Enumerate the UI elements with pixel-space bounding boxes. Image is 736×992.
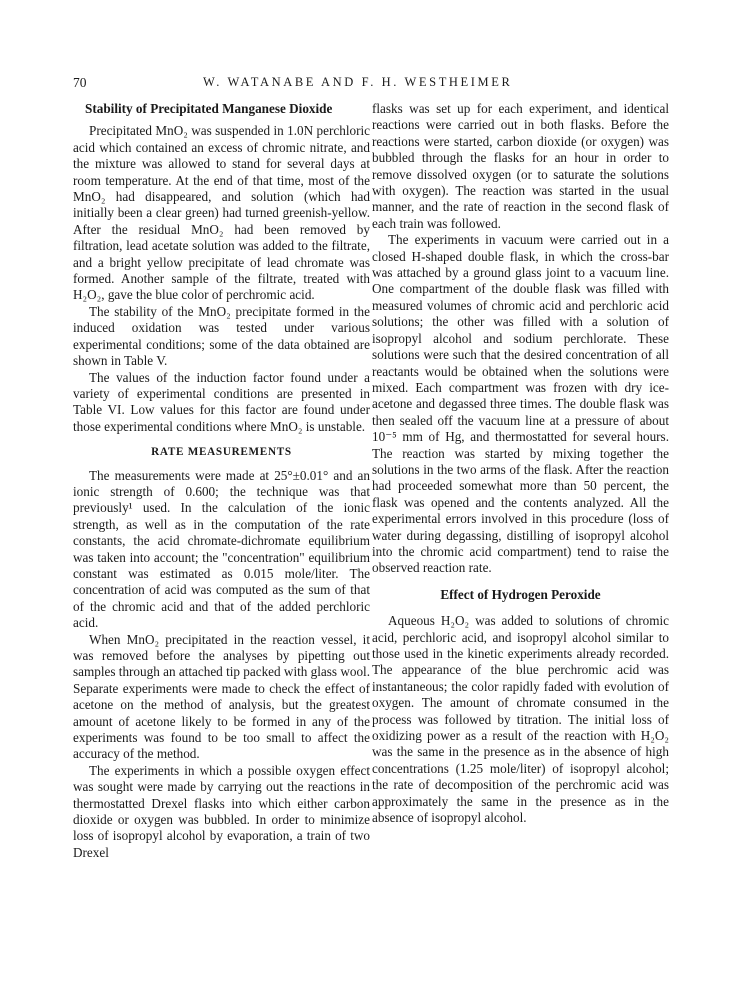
paragraph: The stability of the MnO₂ precipitate formed in the induced oxidation was tested under various experimental conditions; some of the data obtained are shown in Table V.	[73, 303, 370, 369]
left-column	[73, 101, 370, 861]
spacer	[372, 577, 669, 587]
right-column	[372, 101, 669, 826]
paragraph: Precipitated MnO₂ was suspended in 1.0N perchloric acid which contained an excess of chromic nitrate, and the mixture was allowed to stand for several days at room temperature. At the end of that time, most of the MnO₂ had disappeared, and solution (which had initially been a clear green) had turned greenish-yellow. After the residual MnO₂ had been removed by filtration, lead acetate solution was added to the filtrate, and a bright yellow precipitate of lead chromate was formed. Another sample of the filtrate, treated with H₂O₂, gave the blue color of perchromic acid.	[73, 123, 370, 303]
paragraph: The experiments in vacuum were carried out in a closed H-shaped double flask, in which the cross-bar was attached by a ground glass joint to a vacuum line. One compartment of the double flask was filled with measured volumes of chromic acid and perchloric acid solutions; the other was filled with a solution of isopropyl alcohol and sodium perchlorate. These solutions were such that the desired concentration of all reactants would be obtained when the solutions were mixed. Each compartment was frozen with dry ice-acetone and degassed three times. The double flask was then sealed off the vacuum line at a pressure of about 10⁻⁵ mm of Hg, and thermostatted for several hours. The reaction was started by mixing together the solutions in the two arms of the flask. After the reaction had proceeded somewhat more than 50 percent, the flask was opened and the contents analyzed. All the experimental errors involved in this procedure (loss of water during degassing, distilling of isopropyl alcohol into the chromic acid compartment) tend to raise the observed reaction rate.	[372, 232, 669, 576]
section-heading-hydrogen-peroxide: Effect of Hydrogen Peroxide	[440, 586, 601, 602]
paragraph: The experiments in which a possible oxygen effect was sought were made by carrying out the reactions in thermostatted Drexel flasks into which either carbon dioxide or oxygen was bubbled. In order to minimize loss of isopropyl alcohol by evaporation, a train of two Drexel	[73, 762, 370, 860]
paragraph: The values of the induction factor found under a variety of experimental conditions are presented in Table VI. Low values for this factor are found under those experimental conditions where MnO₂ is unstable.	[73, 369, 370, 434]
section-heading-stability: Stability of Precipitated Manganese Dioxide	[85, 101, 333, 116]
section-heading-rate-measurements: RATE MEASUREMENTS	[151, 446, 292, 459]
paragraph: When MnO₂ precipitated in the reaction vessel, it was removed before the analyses by pipetting out samples through an attached tip packed with glass wool. Separate experiments were made to check the effect of acetone on the method of analysis, but the greatest amount of acetone likely to be formed in any of the experiments was found to be too small to affect the accuracy of the method.	[73, 631, 371, 762]
running-head-authors: W. WATANABE AND F. H. WESTHEIMER	[203, 75, 513, 89]
running-header	[73, 75, 669, 91]
paragraph: Aqueous H₂O₂ was added to solutions of chromic acid, perchloric acid, and isopropyl alcohol similar to those used in the kinetic experiments already recorded. The appearance of the blue perchromic acid was instantaneous; the color rapidly faded with evolution of oxygen. The amount of chromate consumed in the process was followed by titration. The initial loss of oxidizing power as a result of the reaction with H₂O₂ was the same in the presence as in the absence of high concentrations (1.25 mole/liter) of isopropyl alcohol; the rate of decomposition of the perchromic acid was approximately the same in the presence as in the absence of isopropyl alcohol.	[372, 613, 669, 826]
paragraph: The measurements were made at 25°±0.01° and an ionic strength of 0.600; the technique was that previously¹ used. In the calculation of the ionic strength, as well as in the computation of the rate constants, the acid chromate-dichromate equilibrium was taken into account; the "concentration" equilibrium constant was estimated as 0.015 mole/liter. The concentration of acid was computed as the sum of that of the chromic acid and that of the added perchloric acid.	[73, 467, 370, 631]
paragraph: flasks was set up for each experiment, and identical reactions were carried out in both flasks. Before the reactions were started, carbon dioxide (or oxygen) was bubbled through the flasks for an hour in order to remove dissolved oxygen (or to saturate the solutions with oxygen). The reaction was started in the usual manner, and the rate of reaction in the second flask of each train was followed.	[372, 101, 669, 231]
page-number: 70	[73, 75, 87, 90]
